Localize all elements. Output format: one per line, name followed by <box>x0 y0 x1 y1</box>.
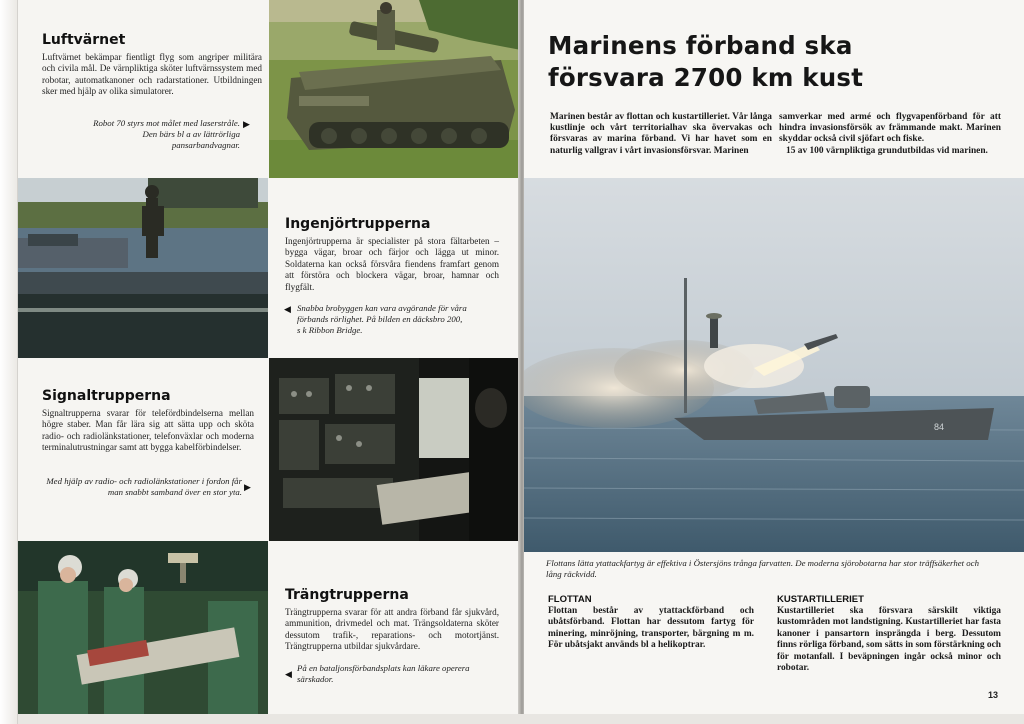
intro-column-2-text: samverkar med armé och flygvapenförband för att hindra invasionsförsök av främmande makt. Marinen skyddar också civil sjöfart och fiske. <box>779 112 1001 145</box>
ship-hull-number: 84 <box>934 422 945 432</box>
kustartilleriet-section <box>777 594 1001 674</box>
field-surgery-photo <box>18 541 268 714</box>
page-number: 13 <box>987 690 998 700</box>
signal-photo <box>269 358 521 541</box>
ingenjor-section <box>269 178 521 358</box>
signal-section <box>18 358 268 541</box>
flottan-section <box>548 594 754 652</box>
trang-caption: På en bataljonsförbandsplats kan läkare operera särskador. <box>297 663 470 684</box>
kustartilleriet-heading: KUSTARTILLERIET <box>777 594 864 605</box>
signal-title: Signaltrupperna <box>42 388 171 404</box>
ingenjor-title: Ingenjörtrupperna <box>285 216 431 232</box>
caption-arrow-left-icon: ◀ <box>285 669 292 679</box>
trang-section <box>269 541 521 714</box>
headline-line-1: Marinens förband ska <box>548 31 853 60</box>
luftvarnet-body: Luftvärnet bekämpar fientligt flyg som angriper militära och civila mål. De värnpliktiga sköter luftvärnssystem med robotar, automatkanoner och radarstationer. Utbildningen sker med hjälp av olika simulatorer. <box>42 52 262 97</box>
page-edge <box>0 0 18 724</box>
left-page <box>18 0 521 714</box>
luftvarnet-caption: Robot 70 styrs mot målet med laserstråle. Den bärs bl a av lättrörliga pansarbandvagnar. <box>93 118 240 150</box>
bridge-photo <box>18 178 268 358</box>
signal-caption: Med hjälp av radio- och radiolänkstationer i fordon får man snabbt samband över en stor yta. <box>46 476 242 497</box>
trang-photo <box>18 541 268 714</box>
ship-launch-photo <box>524 178 1024 552</box>
luftvarnet-photo <box>269 0 521 178</box>
caption-arrow-left-icon: ◀ <box>284 304 291 314</box>
ingenjor-caption: Snabba brobyggen kan vara avgörande för våra förbands rörlighet. På bilden en däcksbro 200, s k Ribbon Bridge. <box>297 303 467 335</box>
right-page <box>524 0 1024 714</box>
caption-arrow-right-icon: ▶ <box>244 482 251 492</box>
intro-column-2 <box>779 112 1001 157</box>
missile-boat-photo <box>524 178 1024 552</box>
luftvarnet-title: Luftvärnet <box>42 32 126 48</box>
flottan-heading: FLOTTAN <box>548 594 592 605</box>
caption-arrow-right-icon: ▶ <box>243 119 250 129</box>
trang-title: Trängtrupperna <box>285 587 409 603</box>
radio-station-photo <box>269 358 521 541</box>
ingenjor-photo <box>18 178 268 358</box>
headline-line-2: försvara 2700 km kust <box>548 63 864 92</box>
intro-column-1: Marinen består av flottan och kustartilleriet. Vår långa kustlinje och vårt territorialhav ska övervakas och försvaras av marina förband. Vi har havet som en naturlig vallgrav i vårt invasionsförsvar. Marinen <box>550 112 772 156</box>
luftvarnet-section <box>18 0 268 178</box>
trang-body: Trängtrupperna svarar för att andra förband får sjukvård, ammunition, drivmedel och mat. Trängsoldaterna sköter dessutom trafik-, reparations- och motortjänst. Trängtrupperna utbildar sjukvårdare. <box>285 607 499 652</box>
kustartilleriet-text: Kustartilleriet ska försvara särskilt viktiga kustområden mot landstigning. Kustartilleriet har fasta kanoner i pansartorn insprängda i berg. Dessutom finns rörliga förband, som sätts in som förstärkning och för motanfall. I beväpningen ingår också minor och robotar. <box>777 606 1001 674</box>
ship-photo-caption: Flottans lätta ytattackfartyg är effektiva i Östersjöns trånga farvatten. De moderna sjörobotarna har stor träffsäkerhet och lång räckvidd. <box>546 558 979 579</box>
signal-body: Signaltrupperna svarar för telefördbindelserna mellan högre staber. Man får lära sig att sätta upp och sköta radio- och radiolänkstationer, telefonväxlar och moderna terminalutrustningar samt att bygga kabelförbindelser. <box>42 408 254 453</box>
intro-column-2-stat: 15 av 100 värnpliktiga grundutbildas vid marinen. <box>786 145 988 156</box>
flottan-text: Flottan består av ytattackförband och ubåtsförband. Flottan har dessutom fartyg för minering, minröjning, transporter, bärgning m m. För ubåtsjakt används bl a helikoptrar. <box>548 606 754 651</box>
armored-vehicle-photo <box>269 0 521 178</box>
ingenjor-body: Ingenjörtrupperna är specialister på stora fältarbeten – bygga vägar, broar och färjor och lägga ut minor. Soldaterna kan också försvåra fiendens framfart genom att förstöra och blockera vägar, broar, hamnar och flygfält. <box>285 236 499 292</box>
page-headline <box>548 30 1008 94</box>
